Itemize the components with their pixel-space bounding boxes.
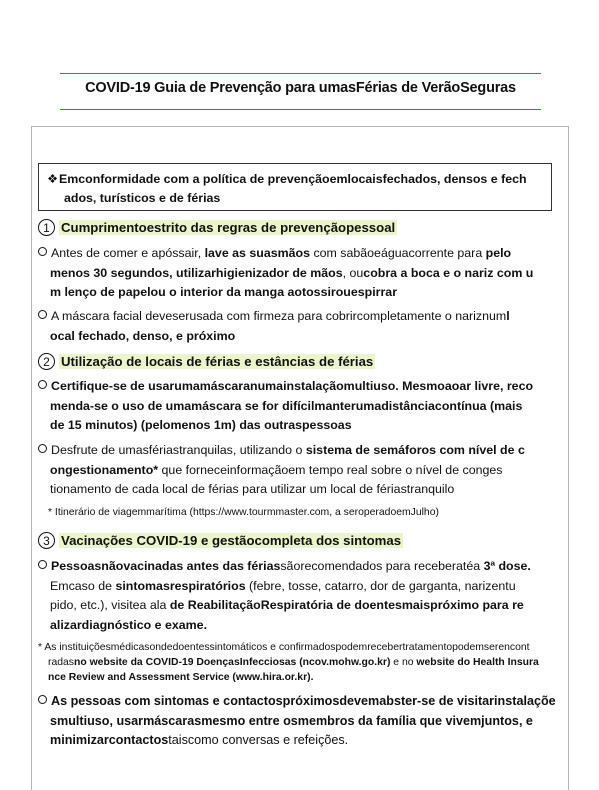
section-3-footnote: * As instituiçõesmédicasondedoentessintomáticos e confirmadospodemrecebertratamentopodemserencont radasno website da COVID-19 DoençasInfecciosas (ncov.mohw.go.kr) e no website do Health Insura nce Review and Assessment Service (www.hira.or.kr).: [38, 642, 539, 683]
policy-notice-box: [38, 163, 552, 211]
circle-bullet-icon: [38, 444, 47, 453]
circle-bullet-icon: [38, 380, 47, 389]
diamond-bullet-icon: ❖: [47, 172, 59, 186]
section-2-title: Utilização de locais de férias e estâncias de férias: [61, 354, 374, 369]
notice-line-1: Emconformidade com a política de prevençãoemlocaisfechados, densos e fech: [59, 172, 527, 186]
circle-bullet-icon: [38, 310, 47, 319]
section-2-footnote: * Itinerário de viagemmarítima (https://www.tourmmaster.com, a seroperadoemJulho): [48, 507, 439, 518]
section-2-bullet-2: Desfrute de umasfériastranquilas, utilizando o sistema de semáforos com nível de c ongestionamento* que forneceinformaçãoem tempo real sobre o nível de conges tionamento de cada local de férias para utilizar um local de fériastranquilo: [38, 441, 570, 500]
notice-line-2: ados, turísticos e de férias: [64, 191, 221, 205]
circled-number-2-icon: 2: [38, 353, 55, 370]
section-2-heading: [38, 353, 375, 370]
section-1-heading: [38, 219, 397, 236]
circle-bullet-icon: [38, 695, 47, 704]
page-title: COVID-19 Guia de Prevenção para umasFérias de VerãoSeguras: [85, 80, 516, 96]
section-3-title: Vacinações COVID-19 e gestãocompleta dos sintomas: [61, 533, 402, 548]
section-3-heading: [38, 532, 403, 549]
circled-number-1-icon: 1: [38, 219, 55, 236]
section-1-bullet-2: A máscara facial deveserusada com firmeza para cobrircompletamente o nariznuml ocal fechado, denso, e próximo: [38, 307, 570, 346]
title-top-rule: [60, 73, 541, 74]
section-3-bullet-2: As pessoas com sintomas e contactospróximosdevemabster-se de visitarinstalaçõe smultiuso, usarmáscarasmesmo entre osmembros da família que vivemjuntos, e minimizarcontactostaiscomo conversas e refeições.: [38, 692, 570, 751]
circle-bullet-icon: [38, 560, 47, 569]
circle-bullet-icon: [38, 247, 47, 256]
section-2-bullet-1: Certifique-se de usarumamáscaranumainstalaçãomultiuso. Mesmoaoar livre, reco menda-se o uso de umamáscara se for difícilmanterumadistânciacontínua (mais de 15 minutos) (pelomenos 1m) das outraspessoas: [38, 377, 570, 436]
section-1-bullet-1: Antes de comer e apóssair, lave as suasmãos com sabãoeáguacorrente para pelo menos 30 segundos, utilizarhigienizador de mãos, oucobra a boca e o nariz com u m lenço de papelou o interior da manga aotossirouespirrar: [38, 244, 570, 303]
circled-number-3-icon: 3: [38, 532, 55, 549]
title-bottom-rule: [60, 109, 541, 110]
section-3-bullet-1: Pessoasnãovacinadas antes das fériassãorecomendados para receberatéa 3ª dose. Emcaso de sintomasrespiratórios (febre, tosse, catarro, dor de garganta, narizentu pido, etc.), visitea ala de ReabilitaçãoRespiratória de doentesmaispróximo para re alizardiagnóstico e exame.: [38, 557, 570, 635]
section-1-title: Cumprimentoestrito das regras de prevençãopessoal: [61, 220, 396, 235]
